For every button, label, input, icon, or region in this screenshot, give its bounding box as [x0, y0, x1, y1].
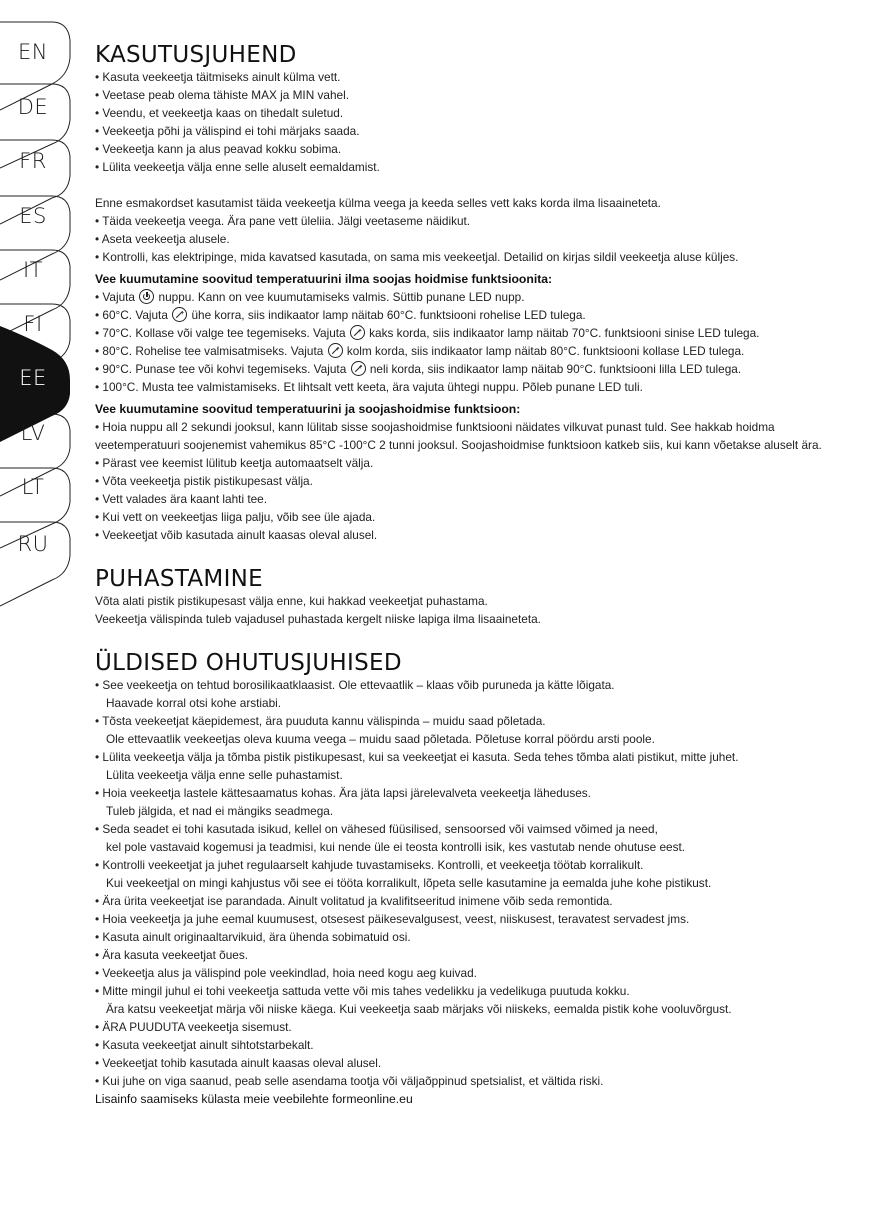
usage-title: KASUTUSJUHEND [95, 42, 297, 68]
cleaning-section [95, 566, 825, 628]
safety-bullet: • Veekeetja alus ja välispind pole veekindlad, hoia need kogu aeg kuivad. [95, 966, 477, 980]
text: • 80°C. Rohelise tee valmisatmiseks. Vajuta [95, 344, 327, 358]
usage-section [95, 42, 825, 544]
tab-it[interactable]: IT [22, 258, 44, 282]
cleaning-title: PUHASTAMINE [95, 566, 263, 592]
safety-title: ÜLDISED OHUTUSJUHISED [95, 650, 402, 676]
first-use-bullet: • Kontrolli, kas elektripinge, mida kavatsed kasutada, on sama mis veekeetjal. Detailid on kirjas sildil veekeetja aluse küljes. [95, 250, 739, 264]
text: nuppu. Kann on vee kuumutamiseks valmis. Süttib punane LED nupp. [155, 290, 525, 304]
temp-80-line [95, 342, 825, 360]
safety-bullet-continuation: Kui veekeetjal on mingi kahjustus või see ei tööta korralikult, lõpeta selle kasutamine ja eemalda juhe kohe pistikust. [106, 876, 712, 890]
temperature-button-icon [328, 343, 343, 358]
temperature-button-icon [172, 307, 187, 322]
usage-bullet: • Lülita veekeetja välja enne selle aluselt eemaldamist. [95, 160, 380, 174]
safety-bullet: • Lülita veekeetja välja ja tõmba pistik pistikupesast, kui sa veekeetjat ei kasuta. Seda tehes tõmba alati pistikut, mitte juhet. [95, 750, 739, 764]
safety-bullet: • Veekeetjat tohib kasutada ainult kaasas oleval alusel. [95, 1056, 382, 1070]
text: kaks korda, siis indikaator lamp näitab 70°C. funktsiooni sinise LED tulega. [365, 326, 760, 340]
text: • 90°C. Punase tee või kohvi tegemiseks. Vajuta [95, 362, 350, 376]
safety-bullet: • Ära kasuta veekeetjat õues. [95, 948, 248, 962]
tab-es[interactable]: ES [19, 204, 47, 228]
tab-ru[interactable]: RU [17, 532, 49, 556]
safety-bullet: • Tõsta veekeetjat käepidemest, ära puuduta kannu välispinda – muidu saad põletada. [95, 714, 546, 728]
text: neli korda, siis indikaator lamp näitab 90°C. funktsiooni lilla LED tulega. [366, 362, 742, 376]
power-icon [139, 289, 154, 304]
safety-bullet: • Kui juhe on viga saanud, peab selle asendama tootja või väljaõppinud spetsialist, et vältida riski. [95, 1074, 604, 1088]
safety-bullet-continuation: Haavade korral otsi kohe arstiabi. [106, 696, 282, 710]
temp-60-line [95, 306, 825, 324]
after-bullet: • Pärast vee keemist lülitub keetja automaatselt välja. [95, 456, 374, 470]
first-use-text: Enne esmakordset kasutamist täida veekeetja külma veega ja keeda selles vett kaks korda ilma lisaaineteta. [95, 196, 661, 210]
heading-no-keepwarm: Vee kuumutamine soovitud temperatuurini ilma soojas hoidmise funktsioonita: [95, 272, 553, 286]
safety-bullet: • Hoia veekeetja ja juhe eemal kuumusest, otsesest päikesevalgusest, veest, niiskusest, teravatest servadest jms. [95, 912, 690, 926]
temp-90-line [95, 360, 825, 378]
spacer [95, 176, 825, 194]
spacer [95, 544, 825, 566]
first-use-bullet: • Aseta veekeetja alusele. [95, 232, 230, 246]
safety-bullet-continuation: Lülita veekeetja välja enne selle puhastamist. [106, 768, 343, 782]
safety-bullet-continuation: Ära katsu veekeetjat märja või niiske käega. Kui veekeetja saab märjaks või niiskeks, eemalda pistik kohe vooluvõrgust. [106, 1002, 732, 1016]
temperature-button-icon [350, 325, 365, 340]
tab-fr[interactable]: FR [19, 149, 47, 173]
tab-en[interactable]: EN [18, 40, 48, 64]
heading-keepwarm: Vee kuumutamine soovitud temperatuurini ja soojashoidmise funktsioon: [95, 402, 521, 416]
cleaning-line: Võta alati pistik pistikupesast välja enne, kui hakkad veekeetjat puhastama. [95, 594, 488, 608]
tab-lv[interactable]: LV [20, 421, 46, 445]
press-power-line [95, 288, 825, 306]
tab-de[interactable]: DE [17, 95, 49, 119]
footer-website-text[interactable]: Lisainfo saamiseks külasta meie veebilehte formeonline.eu [95, 1092, 413, 1106]
tab-fi[interactable]: FI [23, 312, 43, 336]
keepwarm-text: • Hoia nuppu all 2 sekundi jooksul, kann lülitab sisse soojashoidmise funktsiooni näidates vilkuvat punast tuld. See hakkab hoidma veetemperatuuri soojenemist vahemikus 85°C -100°C 2 tunni jooksul. Soojashoidmise funktsioon katkeb siis, kui kann võetakse aluselt ära. [95, 420, 822, 452]
text: kolm korda, siis indikaator lamp näitab 80°C. funktsiooni kollase LED tulega. [343, 344, 745, 358]
text: • Vajuta [95, 290, 139, 304]
after-bullet: • Vett valades ära kaant lahti tee. [95, 492, 268, 506]
after-bullet: • Veekeetjat võib kasutada ainult kaasas oleval alusel. [95, 528, 378, 542]
temp-100-line: • 100°C. Musta tee valmistamiseks. Et lihtsalt vett keeta, ära vajuta ühtegi nuppu. Põleb punane LED tuli. [95, 380, 643, 394]
text: • 70°C. Kollase või valge tee tegemiseks. Vajuta [95, 326, 349, 340]
safety-bullet: • Kasuta ainult originaaltarvikuid, ära ühenda sobimatuid osi. [95, 930, 411, 944]
tab-ee[interactable]: EE [19, 366, 47, 390]
safety-bullet-continuation: Tuleb jälgida, et nad ei mängiks seadmega. [106, 804, 334, 818]
usage-bullet: • Veekeetja kann ja alus peavad kokku sobima. [95, 142, 342, 156]
first-use-bullet: • Täida veekeetja veega. Ära pane vett üleliia. Jälgi veetaseme näidikut. [95, 214, 471, 228]
safety-bullet: • Kontrolli veekeetjat ja juhet regulaarselt kahjude tuvastamiseks. Kontrolli, et veekeetja töötab korralikult. [95, 858, 644, 872]
language-tabs [0, 0, 80, 620]
tab-outlines [0, 0, 80, 620]
safety-bullet-continuation: kel pole vastavaid kogemusi ja teadmisi, kui nende üle ei teosta kontrolli isik, kes vastutab nende ohutuse eest. [106, 840, 686, 854]
temp-70-line [95, 324, 825, 342]
safety-bullet: • ÄRA PUUDUTA veekeetja sisemust. [95, 1020, 292, 1034]
usage-bullet: • Veendu, et veekeetja kaas on tihedalt suletud. [95, 106, 344, 120]
usage-bullet: • Veetase peab olema tähiste MAX ja MIN vahel. [95, 88, 349, 102]
after-bullet: • Kui vett on veekeetjas liiga palju, võib see üle ajada. [95, 510, 376, 524]
safety-bullet: • Kasuta veekeetjat ainult sihtotstarbekalt. [95, 1038, 314, 1052]
tab-lt[interactable]: LT [21, 475, 45, 499]
safety-bullet: • See veekeetja on tehtud borosilikaatklaasist. Ole ettevaatlik – klaas võib puruneda ja kätte lõigata. [95, 678, 615, 692]
text: ühe korra, siis indikaator lamp näitab 60°C. funktsiooni rohelise LED tulega. [188, 308, 586, 322]
safety-bullet-continuation: Ole ettevaatlik veekeetjas oleva kuuma veega – muidu saad põletada. Põletuse korral pöördu arsti poole. [106, 732, 655, 746]
manual-content [95, 42, 825, 1108]
safety-list [95, 676, 825, 1090]
safety-bullet: • Ära ürita veekeetjat ise parandada. Ainult volitatud ja kvalifitseeritud inimene võib seda remontida. [95, 894, 613, 908]
usage-bullet: • Kasuta veekeetja täitmiseks ainult külma vett. [95, 70, 341, 84]
safety-bullet: • Seda seadet ei tohi kasutada isikud, kellel on vähesed füüsilised, sensoorsed või vaimsed võimed ja need, [95, 822, 658, 836]
after-bullet: • Võta veekeetja pistik pistikupesast välja. [95, 474, 313, 488]
safety-bullet: • Hoia veekeetja lastele kättesaamatus kohas. Ära jäta lapsi järelevalveta veekeetja läheduses. [95, 786, 591, 800]
safety-bullet: • Mitte mingil juhul ei tohi veekeetja sattuda vette või mis tahes vedelikku ja vedelikuga puutuda kokku. [95, 984, 630, 998]
temperature-button-icon [351, 361, 366, 376]
text: • 60°C. Vajuta [95, 308, 172, 322]
spacer [95, 628, 825, 650]
usage-bullet: • Veekeetja põhi ja välispind ei tohi märjaks saada. [95, 124, 360, 138]
cleaning-line: Veekeetja välispinda tuleb vajadusel puhastada kergelt niiske lapiga ilma lisaaineteta. [95, 612, 541, 626]
safety-section [95, 650, 825, 1108]
